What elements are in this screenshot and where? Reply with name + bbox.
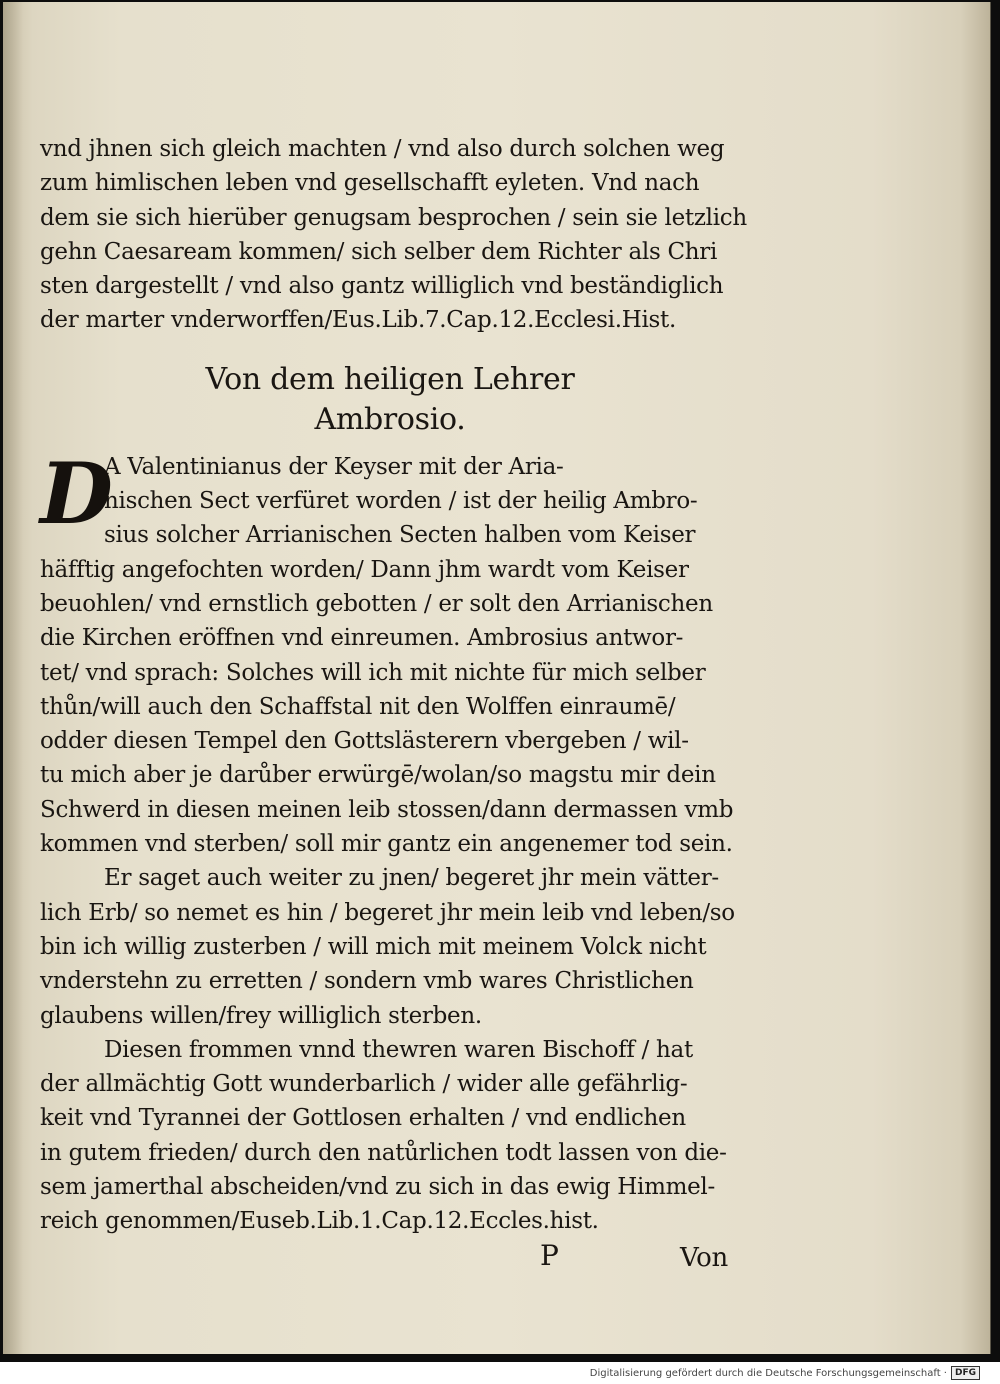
signature-mark: P: [540, 1238, 559, 1272]
text-line: zum himlischen leben vnd gesellschafft eyleten. Vnd nach: [40, 170, 700, 197]
page-footer: [40, 1239, 740, 1279]
text-line: odder diesen Tempel den Gottslästerern vbergeben / wil-: [40, 728, 689, 755]
text-line: Schwerd in diesen meinen leib stossen/dann dermassen vmb: [40, 796, 734, 823]
heading-line-2: Ambrosio.: [314, 401, 466, 437]
section-heading: [40, 360, 740, 440]
catchword: Von: [680, 1242, 728, 1273]
text-line: glaubens willen/frey williglich sterben.: [40, 1002, 482, 1029]
heading-line-1: Von dem heiligen Lehrer: [205, 361, 575, 397]
text-line: sten dargestellt / vnd also gantz williglich vnd beständiglich: [40, 273, 724, 300]
text-line: der marter vnderworffen/Eus.Lib.7.Cap.12.Ecclesi.Hist.: [40, 307, 676, 334]
text-line: lich Erb/ so nemet es hin / begeret jhr mein leib vnd leben/so: [40, 899, 735, 926]
text-line: der allmächtig Gott wunderbarlich / wider alle gefährlig-: [40, 1071, 688, 1098]
text-line: tu mich aber je darůber erwürgē/wolan/so magstu mir dein: [40, 762, 716, 789]
text-line: keit vnd Tyrannei der Gottlosen erhalten / vnd endlichen: [40, 1105, 686, 1132]
text-line: gehn Caesaream kommen/ sich selber dem Richter als Chri: [40, 238, 718, 265]
text-line: vnd jhnen sich gleich machten / vnd also durch solchen weg: [40, 136, 725, 162]
page-text: [40, 132, 747, 1279]
text-line: sem jamerthal abscheiden/vnd zu sich in das ewig Himmel-: [40, 1174, 715, 1201]
text-line: vnderstehn zu erretten / sondern vmb wares Christlichen: [40, 968, 694, 995]
paragraph-2: [40, 861, 740, 1032]
text-line: thůn/will auch den Schaffstal nit den Wolffen einraumē/: [40, 693, 676, 720]
text-line: Diesen frommen vnnd thewren waren Bischoff / hat: [104, 1036, 693, 1063]
digitization-credit: [590, 1366, 980, 1380]
text-line: reich genommen/Euseb.Lib.1.Cap.12.Eccles.hist.: [40, 1208, 599, 1235]
text-line: kommen vnd sterben/ soll mir gantz ein angenemer tod sein.: [40, 831, 733, 858]
text-line: die Kirchen eröffnen vnd einreumen. Ambrosius antwor-: [40, 625, 684, 652]
text-line: bin ich willig zusterben / will mich mit meinem Volck nicht: [40, 933, 707, 960]
drop-cap: D: [40, 443, 113, 543]
paragraph-3: [40, 1033, 740, 1239]
paragraph-1: [40, 443, 740, 862]
text-line: beuohlen/ vnd ernstlich gebotten / er solt den Arrianischen: [40, 590, 713, 617]
page-fold-shadow: [3, 2, 23, 1354]
text-line: tet/ vnd sprach: Solches will ich mit nichte für mich selber: [40, 659, 706, 686]
text-line: in gutem frieden/ durch den natůrlichen todt lassen von die-: [40, 1139, 727, 1166]
text-line: A Valentinianus der Keyser mit der Aria-: [104, 453, 564, 480]
top-paragraph: [40, 132, 747, 338]
text-line: Er saget auch weiter zu jnen/ begeret jhr mein vätter-: [104, 865, 719, 892]
text-line: häfftig angefochten worden/ Dann jhm wardt vom Keiser: [40, 556, 689, 583]
credit-text: Digitalisierung gefördert durch die Deutsche Forschungsgemeinschaft ·: [589, 1367, 947, 1379]
dfg-logo-icon[interactable]: DFG: [951, 1366, 980, 1380]
text-line: nischen Sect verfüret worden / ist der heilig Ambro-: [104, 488, 698, 515]
text-line: dem sie sich hierüber genugsam besprochen / sein sie letzlich: [40, 204, 747, 231]
text-line: sius solcher Arrianischen Secten halben vom Keiser: [104, 522, 696, 549]
